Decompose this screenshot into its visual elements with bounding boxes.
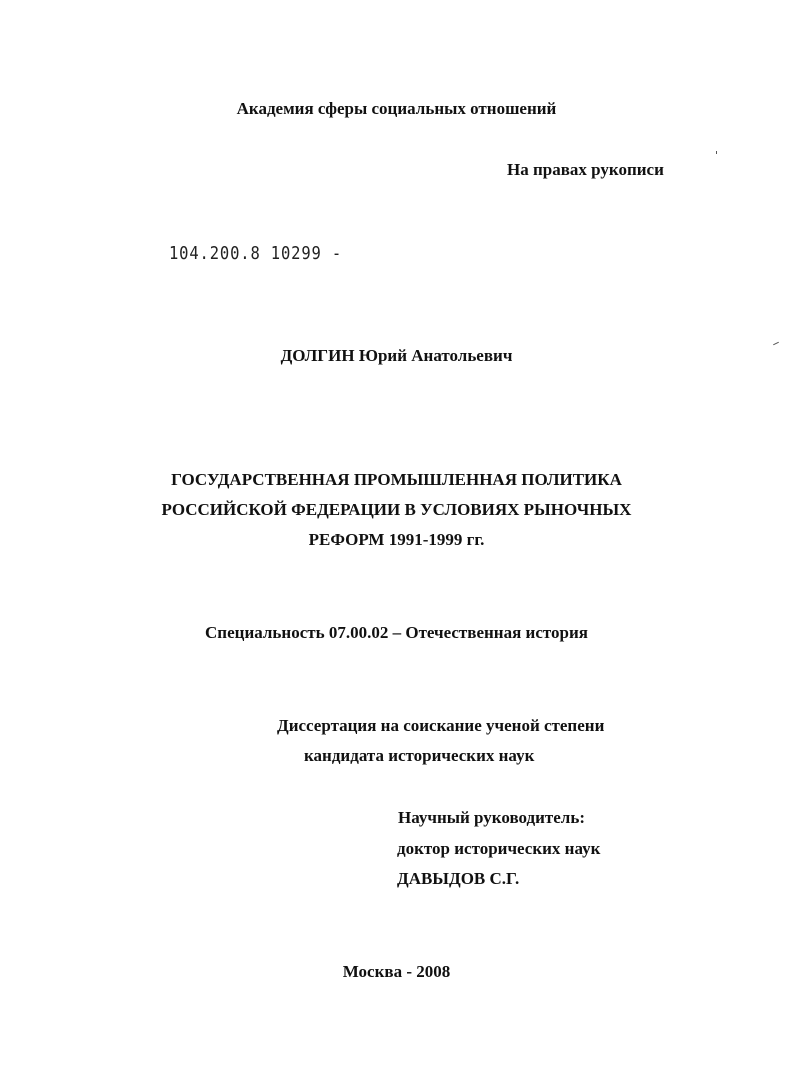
supervisor-label: Научный руководитель: — [398, 808, 585, 827]
city-and-year: Москва - 2008 — [342, 962, 451, 981]
scan-speck — [716, 151, 717, 154]
supervisor-name: ДАВЫДОВ С.Г. — [397, 869, 520, 888]
organization-name: Академия сферы социальных отношений — [236, 99, 557, 118]
author-name: ДОЛГИН Юрий Анатольевич — [280, 346, 513, 365]
manuscript-rights-note: На правах рукописи — [507, 160, 664, 179]
specialty-line: Специальность 07.00.02 – Отечественная история — [205, 623, 588, 642]
title-line: ГОСУДАРСТВЕННАЯ ПРОМЫШЛЕННАЯ ПОЛИТИКА — [171, 470, 622, 489]
registration-stamp-number: 104.200.8 10299 - — [169, 243, 343, 264]
title-line: РОССИЙСКОЙ ФЕДЕРАЦИИ В УСЛОВИЯХ РЫНОЧНЫХ — [161, 500, 632, 519]
title-line: РЕФОРМ 1991-1999 гг. — [308, 530, 485, 549]
scan-speck — [773, 342, 779, 345]
supervisor-degree: доктор исторических наук — [397, 839, 601, 858]
degree-line-2: кандидата исторических наук — [304, 746, 535, 765]
degree-line-1: Диссертация на соискание ученой степени — [277, 716, 605, 735]
